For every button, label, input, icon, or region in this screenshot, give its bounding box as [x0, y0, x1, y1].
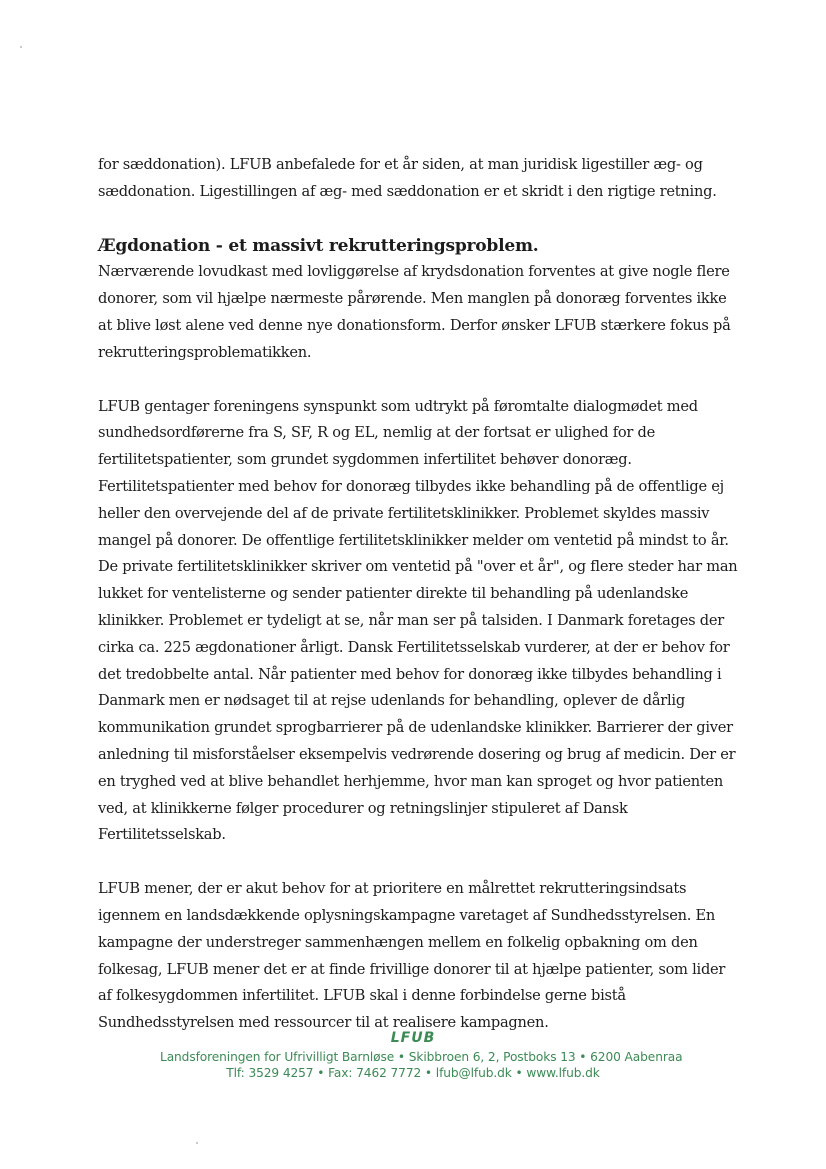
- campaign-paragraph: LFUB mener, der er akut behov for at prioritere en målrettet rekrutteringsindsats igennem en landsdækkende oplysningskampagne varetaget af Sundhedsstyrelsen. En kampagne der understreger sammenhængen mellem en folkelig opbakning om den folkesag, LFUB mener det er at finde frivillige donorer til at hjælpe patienter, som lider af folkesygdommen infertilitet. LFUB skal i denne forbindelse gerne bistå Sundhedsstyrelsen med ressourcer til at realisere kampagnen.: [98, 880, 726, 1032]
- inequality-paragraph: LFUB gentager foreningens synspunkt som udtrykt på føromtalte dialogmødet med sundhedsordførerne fra S, SF, R og EL, nemlig at der fortsat er ulighed for de fertilitetspatienter, som grundet sygdommen infertilitet behøver donoræg. Fertilitetspatienter med behov for donoræg tilbydes ikke behandling på de offentlige ej heller den overvejende del af de private fertilitetsklinikker. Problemet skyldes massiv mangel på donorer. De offentlige fertilitetsklinikker melder om ventetid på mindst to år. De private fertilitetsklinikker skriver om ventetid på "over et år", og flere steder har man lukket for ventelisterne og sender patienter direkte til behandling på udenlandske klinikker. Problemet er tydeligt at se, når man ser på talsiden. I Danmark foretages der cirka ca. 225 ægdonationer årligt. Dansk Fertilitetsselskab vurderer, at der er behov for det tredobbelte antal. Når patienter med behov for donoræg ikke tilbydes behandling i Danmark men er nødsaget til at rejse udenlands for behandling, oplever de dårlig kommunikation grundet sprogbarrierer på de udenlandske klinikker. Barrierer der giver anledning til misforståelser eksempelvis vedrørende dosering og brug af medicin. Der er en tryghed ved at blive behandlet herhjemme, hvor man kan sproget og hvor patienten ved, at klinikkerne følger procedurer og retningslinjer stipuleret af Dansk Fertilitetsselskab.: [98, 397, 738, 844]
- footer-contact: Tlf: 3529 4257 • Fax: 7462 7772 • lfub@lfub.dk • www.lfub.dk: [226, 1066, 600, 1080]
- letter-body: [98, 152, 738, 1037]
- scan-speck: [196, 1142, 198, 1144]
- footer-address: Landsforeningen for Ufrivilligt Barnløse • Skibbroen 6, 2, Postboks 13 • 6200 Aabenraa: [160, 1050, 683, 1064]
- lfub-logo: LFUB: [390, 1030, 436, 1046]
- crossdonation-paragraph: Nærværende lovudkast med lovliggørelse af krydsdonation forventes at give nogle flere donorer, som vil hjælpe nærmeste pårørende. Men manglen på donoræg forventes ikke at blive løst alene ved denne nye donationsform. Derfor ønsker LFUB stærkere fokus på rekrutteringsproblematikken.: [98, 263, 731, 361]
- letterhead-footer: [160, 1027, 683, 1081]
- intro-paragraph: for sæddonation). LFUB anbefalede for et år siden, at man juridisk ligestiller æg- og sæddonation. Ligestillingen af æg- med sæddonation er et skridt i den rigtige retning.: [98, 156, 717, 200]
- scan-speck: [20, 46, 22, 48]
- section-heading: Ægdonation - et massivt rekrutteringsproblem.: [98, 235, 539, 256]
